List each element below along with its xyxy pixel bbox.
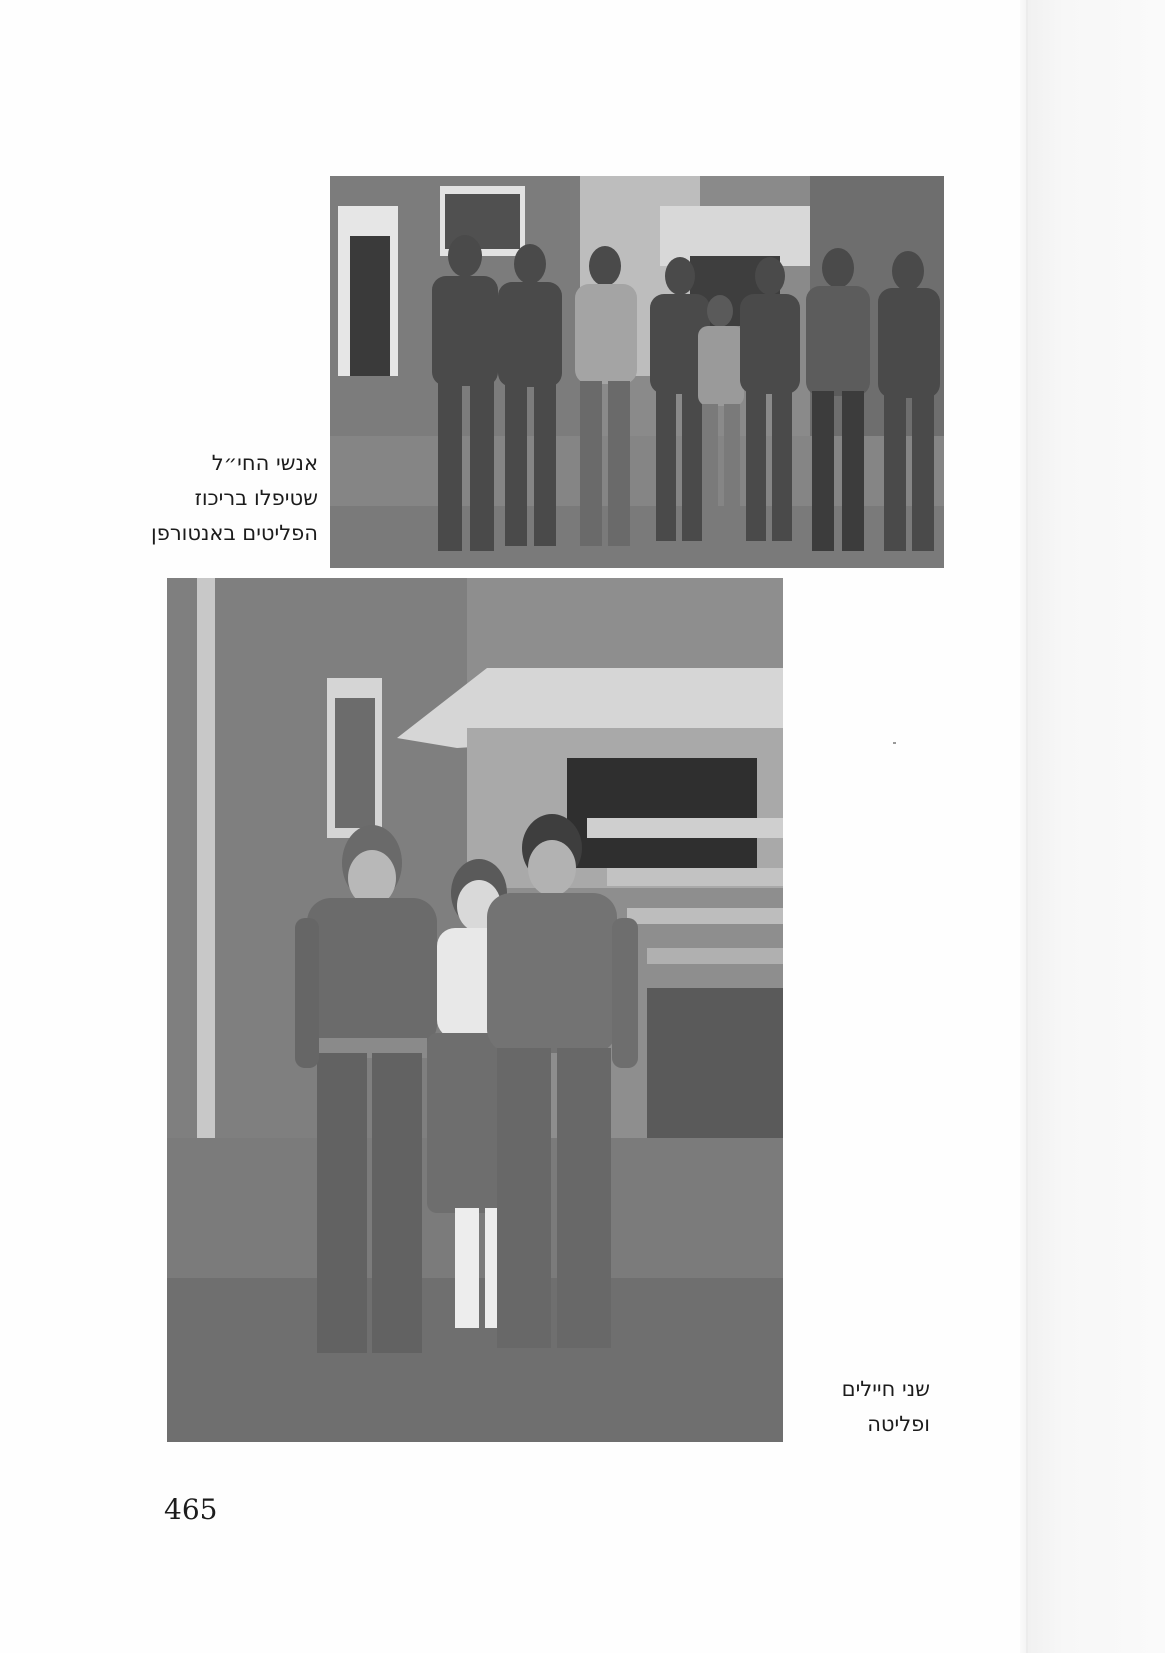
soldiers-photo-caption [790, 1372, 930, 1442]
caption-line: שטיפלו בריכוז [194, 486, 318, 510]
page-edge-line [1026, 0, 1028, 1653]
group-photo [330, 176, 944, 568]
page-number: 465 [164, 1493, 218, 1526]
group-photo-image [330, 176, 944, 568]
soldiers-photo [167, 578, 783, 1442]
caption-line: שני חיילים [841, 1377, 930, 1401]
caption-line: הפליטים באנטורפן [150, 521, 318, 545]
page-edge-shadow [1020, 0, 1165, 1653]
soldiers-photo-image [167, 578, 783, 1442]
caption-line: אנשי החי״ל [211, 451, 318, 475]
group-photo-caption [100, 446, 318, 551]
paper-speck [893, 742, 896, 744]
caption-line: ופליטה [867, 1412, 930, 1436]
